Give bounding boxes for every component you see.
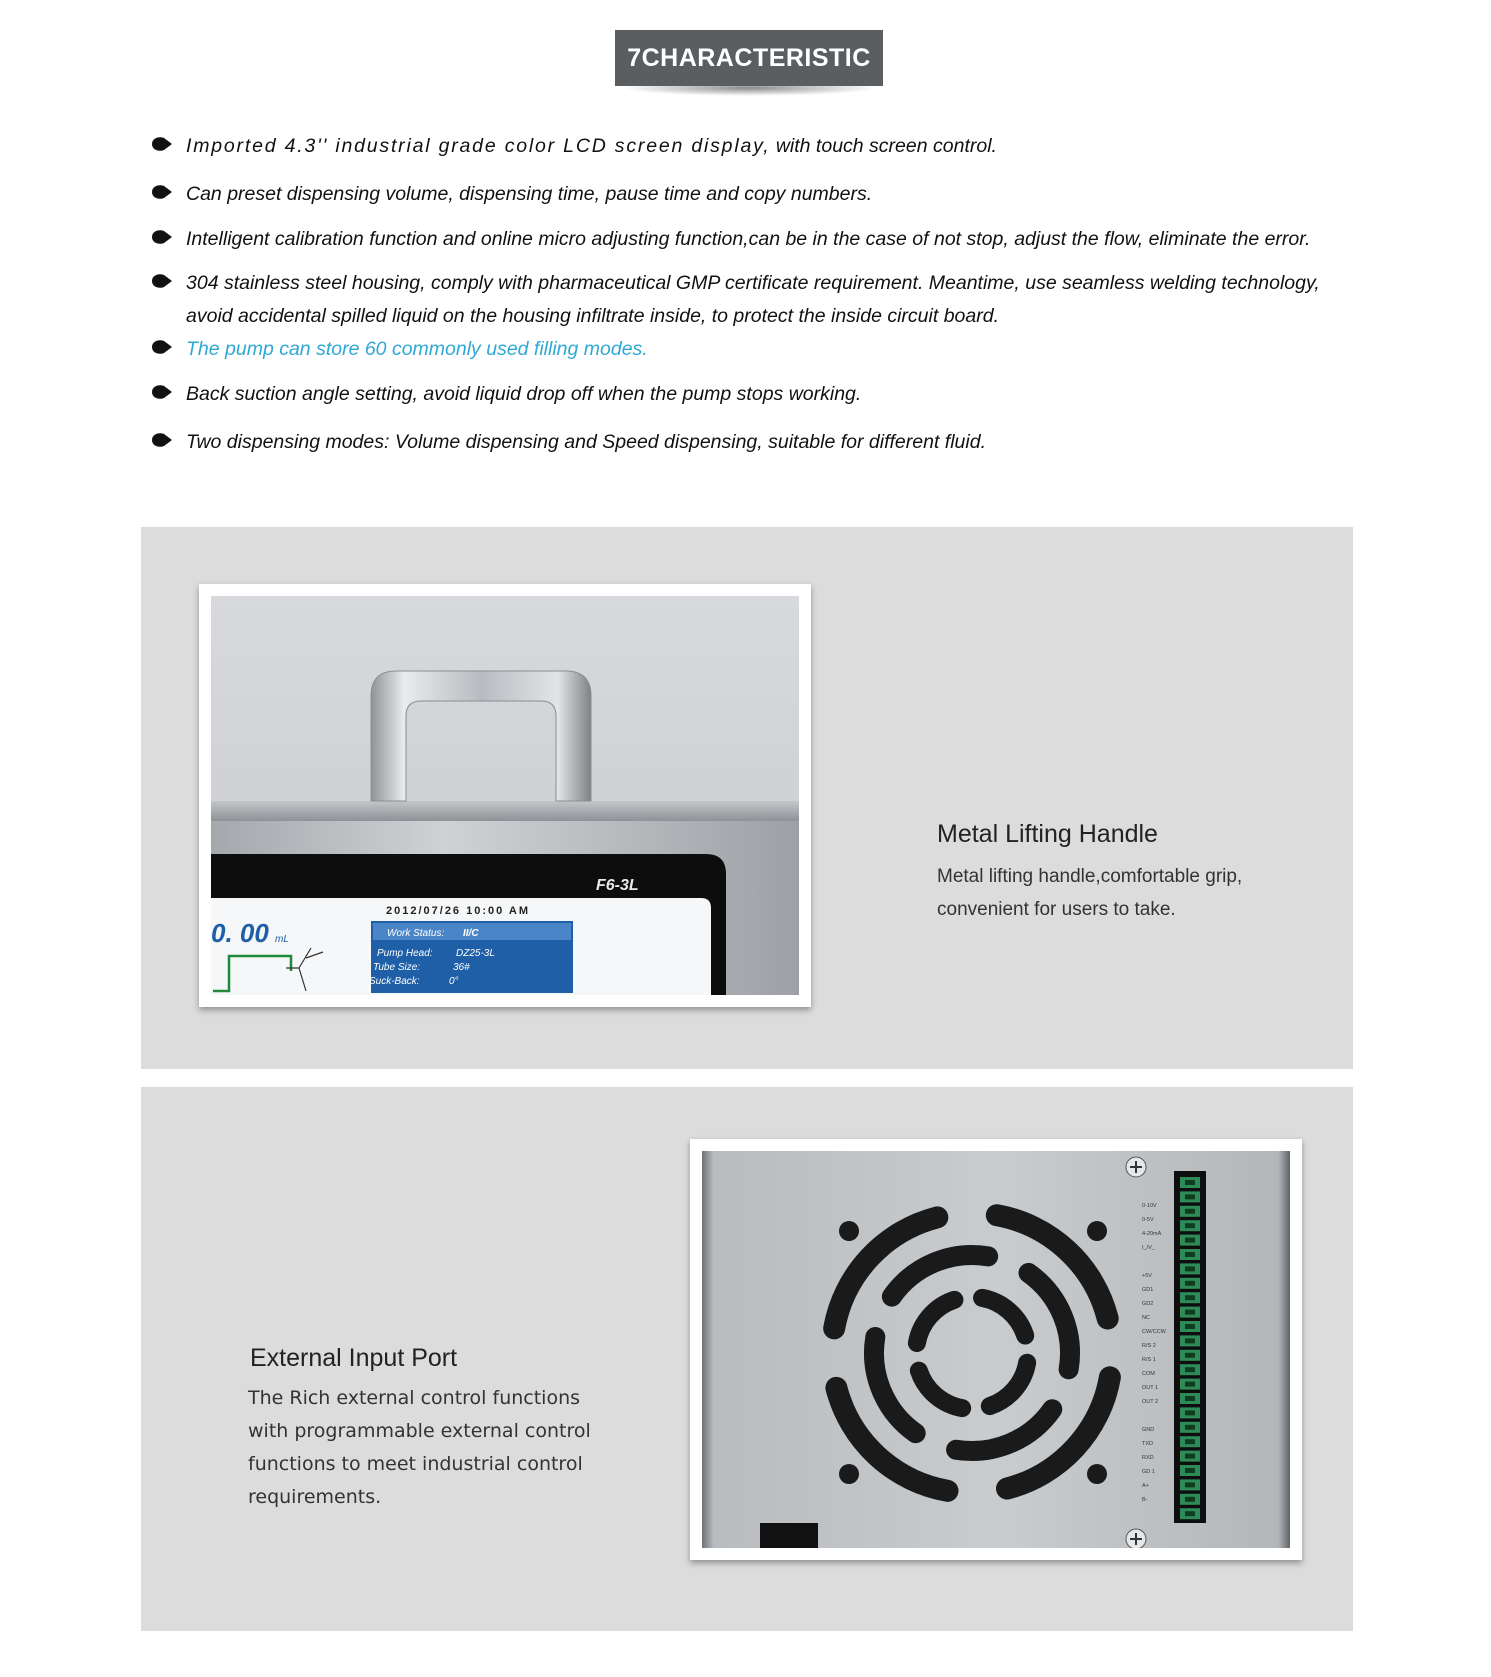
port-description-line: functions to meet industrial control xyxy=(248,1453,583,1475)
port-panel xyxy=(141,1087,1353,1631)
port-description-line: with programmable external control xyxy=(248,1420,591,1442)
feature-text-line: avoid accidental spilled liquid on the housing infiltrate inside, to protect the inside circuit board. xyxy=(186,305,999,327)
port-label: 0-10V xyxy=(1142,1203,1157,1209)
handle-title: Metal Lifting Handle xyxy=(937,820,1158,848)
feature-item xyxy=(150,426,986,459)
screw-icon xyxy=(1126,1529,1146,1548)
port-title: External Input Port xyxy=(250,1344,458,1372)
bullet-icon xyxy=(150,431,174,449)
feature-text: with touch screen control. xyxy=(770,135,997,157)
bullet-icon xyxy=(150,272,174,290)
model-label: F6-3L xyxy=(596,877,639,894)
pump-head-value: DZ25-3L xyxy=(456,948,495,959)
port-photo xyxy=(690,1139,1302,1560)
port-label: GND xyxy=(1142,1427,1155,1433)
port-label: GD 1 xyxy=(1142,1469,1155,1475)
feature-item xyxy=(150,378,861,411)
feature-item xyxy=(150,267,1320,333)
port-label: OUT 2 xyxy=(1142,1399,1159,1405)
handle-description-line: Metal lifting handle,comfortable grip, xyxy=(937,866,1243,887)
port-label: R/S 2 xyxy=(1142,1343,1156,1349)
screen-datetime: 2012/07/26 10:00 AM xyxy=(386,905,530,917)
port-description-line: The Rich external control functions xyxy=(248,1387,581,1409)
section-title: 7CHARACTERISTIC xyxy=(615,30,883,86)
port-label: GD1 xyxy=(1142,1287,1154,1293)
feature-text-line: 304 stainless steel housing, comply with pharmaceutical GMP certificate requirement. Meantime, use seamless welding technology, xyxy=(186,272,1320,294)
port-label: I_/V_ xyxy=(1142,1245,1155,1251)
port-label: NC xyxy=(1142,1315,1150,1321)
section-header xyxy=(615,30,883,102)
port-label: OUT 1 xyxy=(1142,1385,1159,1391)
work-status-value: II/C xyxy=(463,928,479,939)
feature-text: Two dispensing modes: Volume dispensing and Speed dispensing, suitable for different fluid. xyxy=(186,431,986,453)
feature-text: Can preset dispensing volume, dispensing time, pause time and copy numbers. xyxy=(186,183,873,205)
bullet-icon xyxy=(150,135,174,153)
bullet-icon xyxy=(150,383,174,401)
port-label: CW/CCW xyxy=(1142,1329,1166,1335)
feature-text-highlight: The pump can store 60 commonly used filling modes. xyxy=(186,338,648,360)
work-status-label: Work Status: xyxy=(387,928,445,939)
handle-description-line: convenient for users to take. xyxy=(937,899,1176,920)
port-description xyxy=(248,1382,618,1514)
feature-item xyxy=(150,333,648,366)
feature-text: Intelligent calibration function and online micro adjusting function,can be in the case of not stop, adjust the flow, eliminate the error. xyxy=(186,228,1311,250)
handle-panel xyxy=(141,527,1353,1069)
port-label: COM xyxy=(1142,1371,1155,1377)
port-label: A+ xyxy=(1142,1483,1149,1489)
suck-back-value: 0° xyxy=(449,976,459,987)
rear-panel-illustration xyxy=(702,1151,1290,1548)
pump-handle-illustration xyxy=(211,596,799,995)
bullet-icon xyxy=(150,338,174,356)
port-label: GD2 xyxy=(1142,1301,1154,1307)
bullet-icon xyxy=(150,228,174,246)
feature-item xyxy=(150,178,872,211)
handle-description xyxy=(937,860,1297,926)
screen-volume: 0. 00 xyxy=(211,918,269,948)
port-label: TXD xyxy=(1142,1441,1153,1447)
suck-back-label: Suck-Back: xyxy=(369,976,420,987)
feature-text-lead: Imported 4.3'' industrial grade color LCD screen display, xyxy=(186,135,771,157)
port-label: B- xyxy=(1142,1497,1148,1503)
screen-unit: mL xyxy=(275,934,289,945)
port-description-line: requirements. xyxy=(248,1486,382,1508)
feature-item xyxy=(150,130,997,163)
feature-item xyxy=(150,223,1310,256)
port-label: 4-20mA xyxy=(1142,1231,1162,1237)
port-label: +5V xyxy=(1142,1273,1152,1279)
screw-icon xyxy=(1126,1157,1146,1177)
pump-head-label: Pump Head: xyxy=(377,948,433,959)
port-label: 0-5V xyxy=(1142,1217,1154,1223)
tube-size-value: 36# xyxy=(453,962,470,973)
tube-size-label: Tube Size: xyxy=(373,962,421,973)
feature-text: Back suction angle setting, avoid liquid drop off when the pump stops working. xyxy=(186,383,862,405)
bullet-icon xyxy=(150,183,174,201)
port-label: RXD xyxy=(1142,1455,1154,1461)
handle-photo xyxy=(199,584,811,1007)
port-label: R/S 1 xyxy=(1142,1357,1156,1363)
